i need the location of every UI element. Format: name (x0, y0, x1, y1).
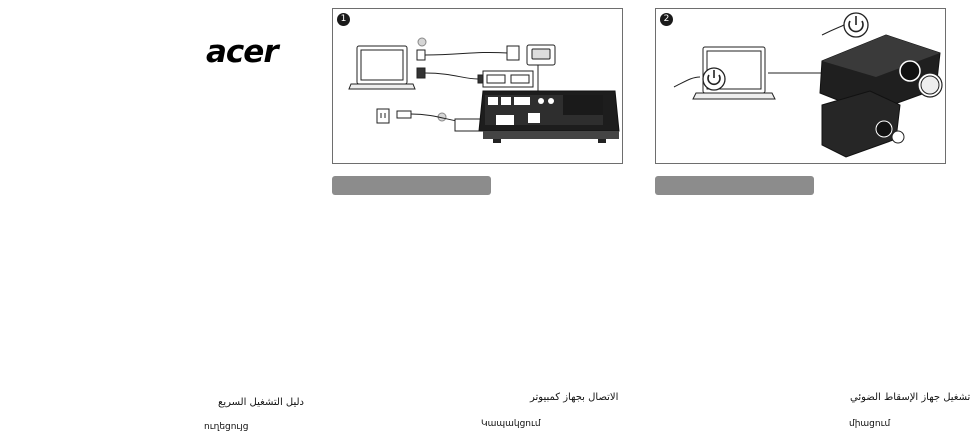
power-on-projector-armenian: միացում (849, 419, 891, 429)
power-icon (844, 13, 868, 37)
section-label-bar (332, 176, 491, 195)
power-icon (703, 68, 725, 90)
connection-diagram (333, 9, 622, 163)
step-number-badge: 1 (337, 13, 350, 26)
laptop-icon (349, 46, 415, 89)
power-on-projector-arabic: تشغيل جهاز الإسقاط الضوئي (850, 392, 970, 403)
projector-icon (479, 91, 619, 143)
projector-detail-icon (822, 91, 904, 157)
connection-diagram-panel (332, 8, 623, 164)
wall-socket-icon (377, 109, 411, 123)
power-on-diagram-panel (655, 8, 946, 164)
power-on-diagram (656, 9, 945, 163)
quick-start-guide-armenian: ուղեցույց (204, 422, 249, 432)
connect-computer-arabic: الاتصال بجهاز كمبيوتر (530, 392, 619, 403)
connect-computer-armenian: Կապակցում (481, 419, 541, 429)
section-label-bar (655, 176, 814, 195)
step-number-badge: 2 (660, 13, 673, 26)
quick-start-guide-arabic: دليل التشغيل السريع (218, 397, 304, 408)
acer-logo: acer (206, 34, 278, 70)
